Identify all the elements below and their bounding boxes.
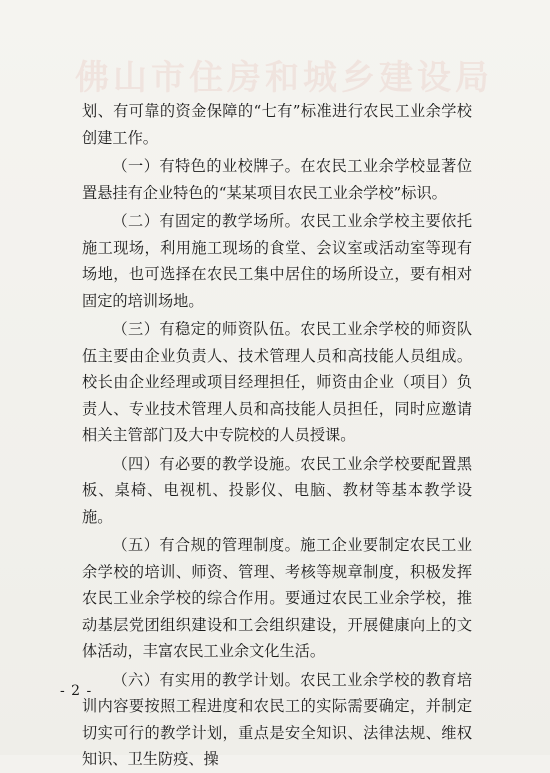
watermark-stamp: 佛山市住房和城乡建设局 xyxy=(75,58,493,98)
page-number: - 2 - xyxy=(60,683,93,699)
paragraph-item-4: （四）有必要的教学设施。农民工业余学校要配置黑板、桌椅、电视机、投影仪、电脑、教材等基本教学设施。 xyxy=(82,454,472,526)
paragraph-item-5: （五）有合规的管理制度。施工企业要制定农民工业余学校的培训、师资、管理、考核等规章制度，积极发挥农民工业余学校的综合作用。要通过农民工业余学校，推动基层党团组织建设和工会组织建设，开展健康向上的文体活动，丰富农民工业余文化生活。 xyxy=(82,536,472,660)
paragraph-item-6: （六）有实用的教学计划。农民工业余学校的教育培训内容要按照工程进度和农民工的实际需要确定，并制定切实可行的教学计划，重点是安全知识、法律法规、维权知识、卫生防疫、操 xyxy=(82,670,472,768)
paragraph-item-2: （二）有固定的教学场所。农民工业余学校主要依托施工现场，利用施工现场的食堂、会议室或活动室等现有场地，也可选择在农民工集中居住的场所设立，要有相对固定的培训场地。 xyxy=(82,212,472,310)
paragraph-item-3: （三）有稳定的师资队伍。农民工业余学校的师资队伍主要由企业负责人、技术管理人员和高技能人员组成。校长由企业经理或项目经理担任，师资由企业（项目）负责人、专业技术管理人员和高技能人员担任，同时应邀请相关主管部门及大中专院校的人员授课。 xyxy=(82,320,472,444)
document-body xyxy=(82,98,472,773)
paragraph-item-1: （一）有特色的业校牌子。在农民工业余学校显著位置悬挂有企业特色的“某某项目农民工业余学校”标识。 xyxy=(82,157,472,202)
paragraph-continuation: 划、有可靠的资金保障的“七有”标准进行农民工业余学校创建工作。 xyxy=(82,102,472,147)
